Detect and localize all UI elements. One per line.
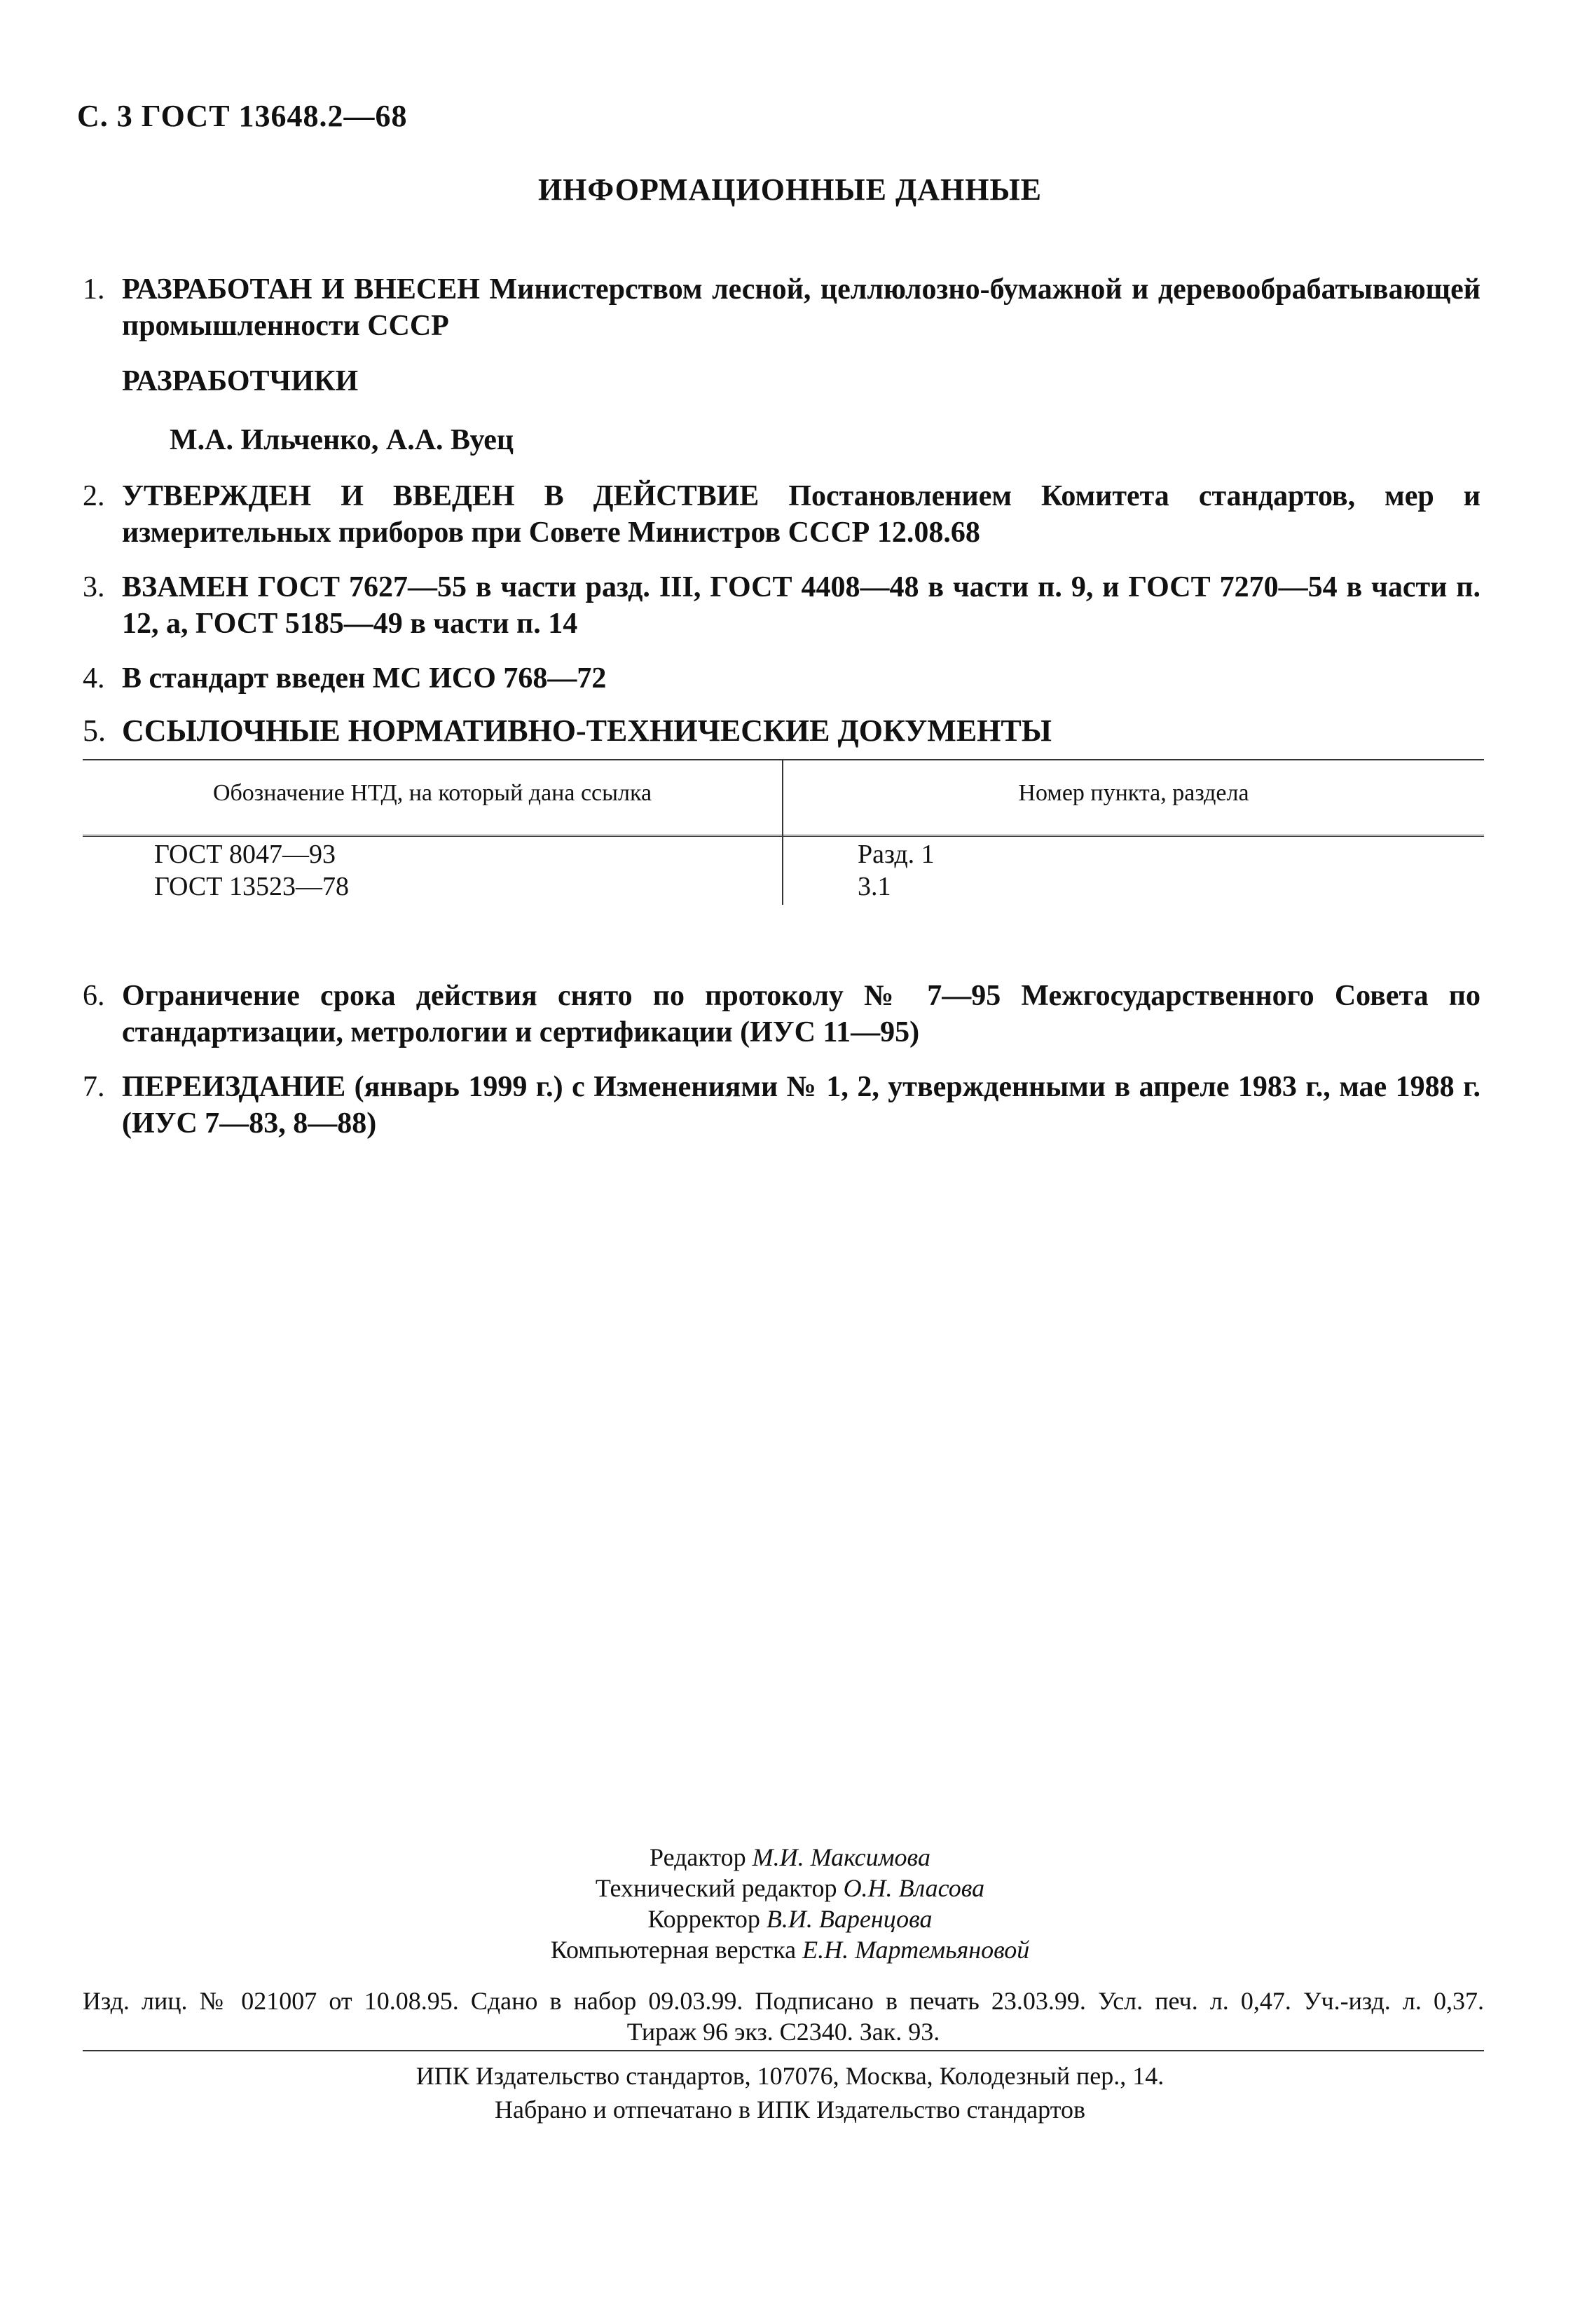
item-lead: ВЗАМЕН ГОСТ 7627—55 в части разд. III, ГОСТ 4408—48 в части п. 9, и ГОСТ 7270—54 в части п. 12, а, ГОСТ 5185—49 в части п. 14 [122,571,1481,640]
item-lead: Ограничение срока действия снято по протоколу № 7—95 Межгосударственного Совета по стандартизации, метрологии и сертификации (ИУС 11—95) [122,980,1481,1048]
imprint-line-2: Тираж 96 экз. С2340. Зак. 93. [626,2018,940,2046]
info-item-7 [83,1069,1481,1142]
item-lead: УТВЕРЖДЕН И ВВЕДЕН В ДЕЙСТВИЕ [122,480,760,512]
table-cell-clause: 3.1 [858,872,891,901]
item-lead: ССЫЛОЧНЫЕ НОРМАТИВНО-ТЕХНИЧЕСКИЕ ДОКУМЕНТЫ [122,713,1052,748]
info-item-2 [83,478,1481,551]
table-cell-clause: Разд. 1 [858,840,935,869]
credit-name: О.Н. Власова [843,1874,985,1902]
item-number: 5. [83,713,106,748]
credit-role: Компьютерная верстка [550,1936,797,1964]
credit-name: М.И. Максимова [752,1843,930,1871]
credit-name: В.И. Варенцова [766,1905,933,1933]
imprint-divider [83,2050,1484,2051]
imprint-line-1: Изд. лиц. № 021007 от 10.08.95. Сдано в набор 09.03.99. Подписано в печать 23.03.99. Усл. печ. л. 0,47. Уч.-изд. л. 0,37. [83,1987,1484,2015]
table-header-clause: Номер пункта, раздела [1018,780,1249,806]
item-number: 1. [83,273,105,306]
info-item-1 [83,271,1481,344]
item-number: 3. [83,571,105,603]
info-item-5 [83,713,1481,749]
item-number: 6. [83,980,105,1012]
info-item-4 [83,660,1481,697]
info-item-3 [83,569,1481,642]
info-item-6 [83,978,1481,1051]
table-cell-doc: ГОСТ 8047—93 [154,840,336,869]
credit-role: Редактор [650,1843,746,1871]
publisher-address: ИПК Издательство стандартов, 107076, Москва, Колодезный пер., 14. [415,2062,1165,2090]
credit-name: Е.Н. Мартемьяновой [802,1936,1030,1964]
credit-proofreader [0,1903,1580,1934]
table-cell-doc: ГОСТ 13523—78 [154,872,349,901]
item-lead: ПЕРЕИЗДАНИЕ (январь 1999 г.) с Изменениями № 1, 2, утвержденными в апреле 1983 г., мае 1988 г. (ИУС 7—83, 8—88) [122,1071,1481,1140]
publisher-printed: Набрано и отпечатано в ИПК Издательство стандартов [495,2096,1085,2124]
item-number: 7. [83,1071,105,1103]
credit-layout [0,1934,1580,1965]
item-lead: В стандарт введен МС ИСО 768—72 [122,662,607,695]
item-lead: РАЗРАБОТАН И ВНЕСЕН [122,273,480,306]
developers-names: М.А. Ильченко, А.А. Вуец [170,424,514,456]
table-top-rule [83,759,1484,760]
credit-role: Корректор [647,1905,760,1933]
credit-editor [0,1842,1580,1873]
reference-table [83,759,1484,905]
item-text: Постановлением Комитета стандартов, мер и измерительных приборов при Совете Министров СССР 12.08.68 [122,480,1481,549]
item-text: Министерством лесной, целлюлозно-бумажной и деревообрабатывающей промышленности СССР [122,273,1481,342]
credit-tech-editor [0,1873,1580,1903]
document-title: ИНФОРМАЦИОННЫЕ ДАННЫЕ [537,172,1043,207]
item-number: 4. [83,662,105,695]
credit-role: Технический редактор [595,1874,837,1902]
credits-block [0,1842,1580,1965]
developers-heading: РАЗРАБОТЧИКИ [122,365,359,397]
imprint-block [83,1985,1484,2047]
table-header-designation: Обозначение НТД, на который дана ссылка [212,780,652,806]
item-number: 2. [83,480,105,512]
publisher-block [0,2059,1580,2126]
page-header: С. 3 ГОСТ 13648.2—68 [77,99,408,133]
